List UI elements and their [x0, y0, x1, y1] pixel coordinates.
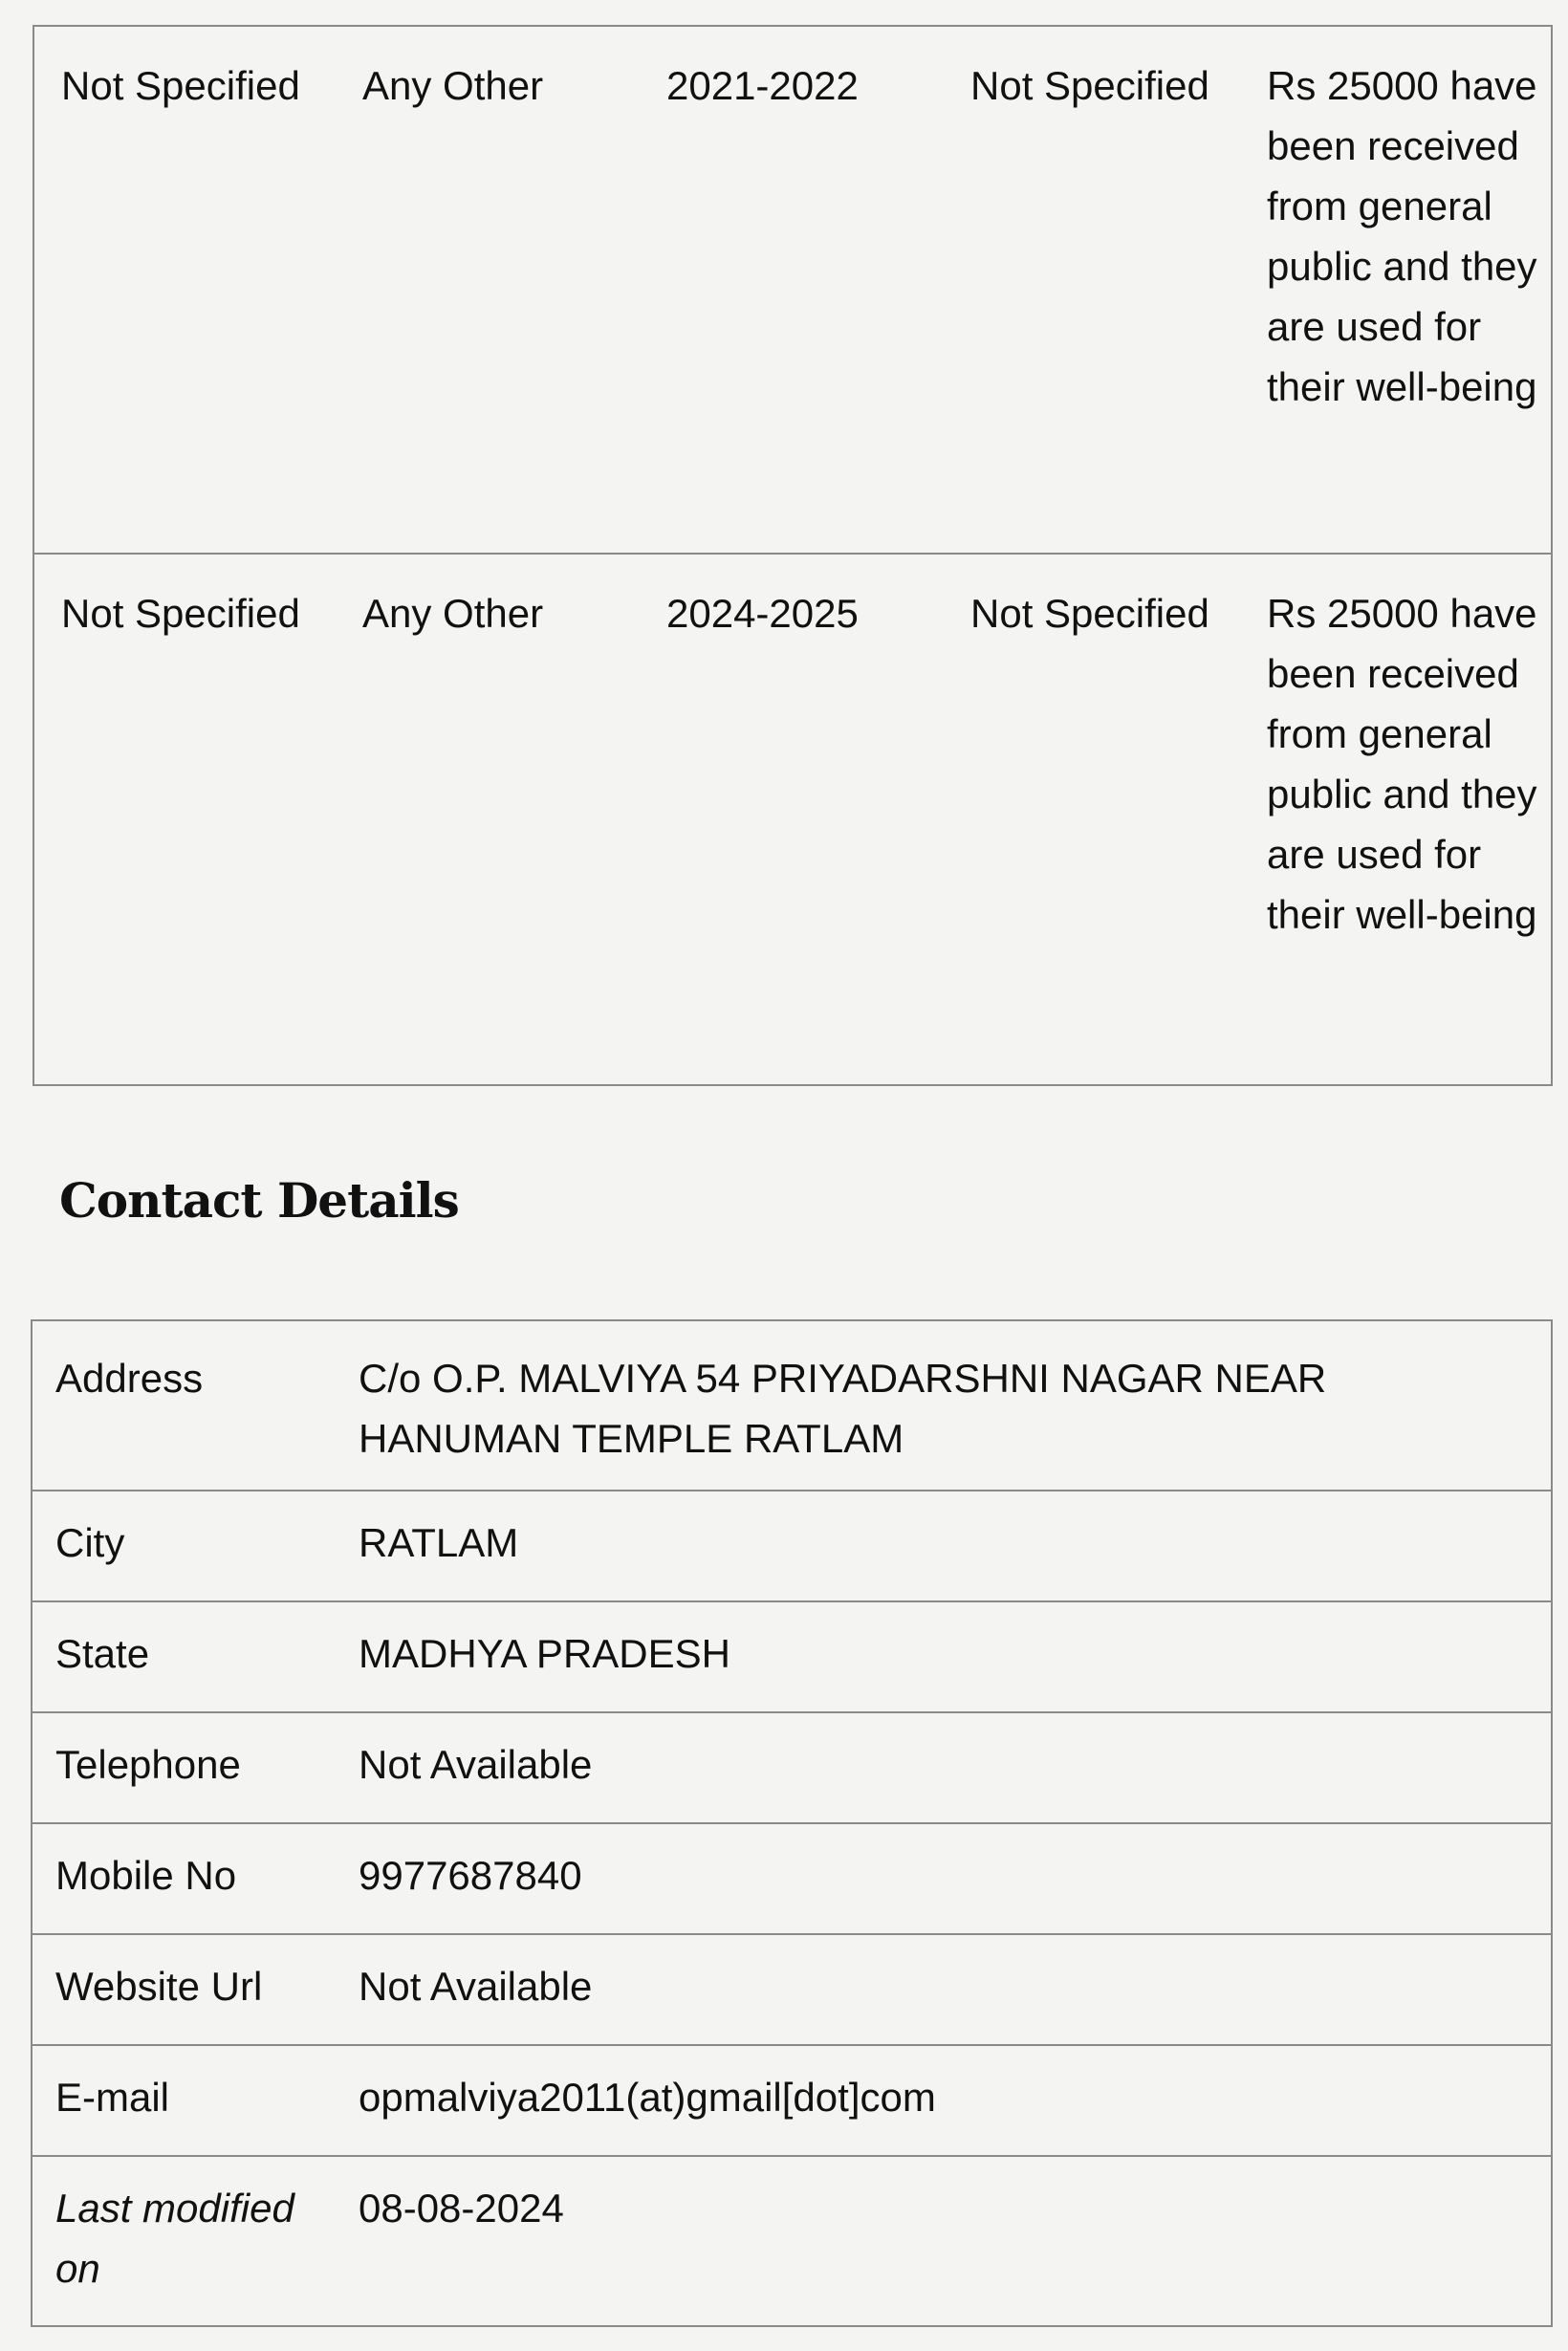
- grants-table: [33, 25, 1553, 1086]
- website-value: Not Available: [336, 1934, 1552, 2045]
- grant-amount-cell: Not Specified: [944, 554, 1248, 1085]
- last-modified-label: Last modified on: [32, 2156, 336, 2326]
- email-label: E-mail: [32, 2045, 336, 2156]
- grant-description-cell: Rs 25000 have been received from general public and they are used for their well-being: [1248, 26, 1552, 554]
- address-row: [32, 1320, 1552, 1491]
- grant-type-cell: Any Other: [336, 26, 640, 554]
- email-row: [32, 2045, 1552, 2156]
- telephone-label: Telephone: [32, 1712, 336, 1823]
- grant-source-cell: Not Specified: [33, 554, 336, 1085]
- state-label: State: [32, 1601, 336, 1712]
- email-value: opmalviya2011(at)gmail[dot]com: [336, 2045, 1552, 2156]
- grant-amount-cell: Not Specified: [944, 26, 1248, 554]
- mobile-row: [32, 1823, 1552, 1934]
- state-row: [32, 1601, 1552, 1712]
- grant-description-cell: Rs 25000 have been received from general public and they are used for their well-being: [1248, 554, 1552, 1085]
- last-modified-row: [32, 2156, 1552, 2326]
- website-row: [32, 1934, 1552, 2045]
- last-modified-value: 08-08-2024: [336, 2156, 1552, 2326]
- grant-source-cell: Not Specified: [33, 26, 336, 554]
- contact-details-heading: Contact Details: [59, 1172, 459, 1229]
- address-value: C/o O.P. MALVIYA 54 PRIYADARSHNI NAGAR NEAR HANUMAN TEMPLE RATLAM: [336, 1320, 1552, 1491]
- city-label: City: [32, 1491, 336, 1601]
- address-label: Address: [32, 1320, 336, 1491]
- grant-type-cell: Any Other: [336, 554, 640, 1085]
- grant-year-cell: 2024-2025: [640, 554, 944, 1085]
- table-row: [33, 554, 1552, 1085]
- telephone-value: Not Available: [336, 1712, 1552, 1823]
- mobile-label: Mobile No: [32, 1823, 336, 1934]
- state-value: MADHYA PRADESH: [336, 1601, 1552, 1712]
- grant-year-cell: 2021-2022: [640, 26, 944, 554]
- website-label: Website Url: [32, 1934, 336, 2045]
- table-row: [33, 26, 1552, 554]
- city-row: [32, 1491, 1552, 1601]
- mobile-value: 9977687840: [336, 1823, 1552, 1934]
- telephone-row: [32, 1712, 1552, 1823]
- contact-details-table: [31, 1319, 1553, 2327]
- city-value: RATLAM: [336, 1491, 1552, 1601]
